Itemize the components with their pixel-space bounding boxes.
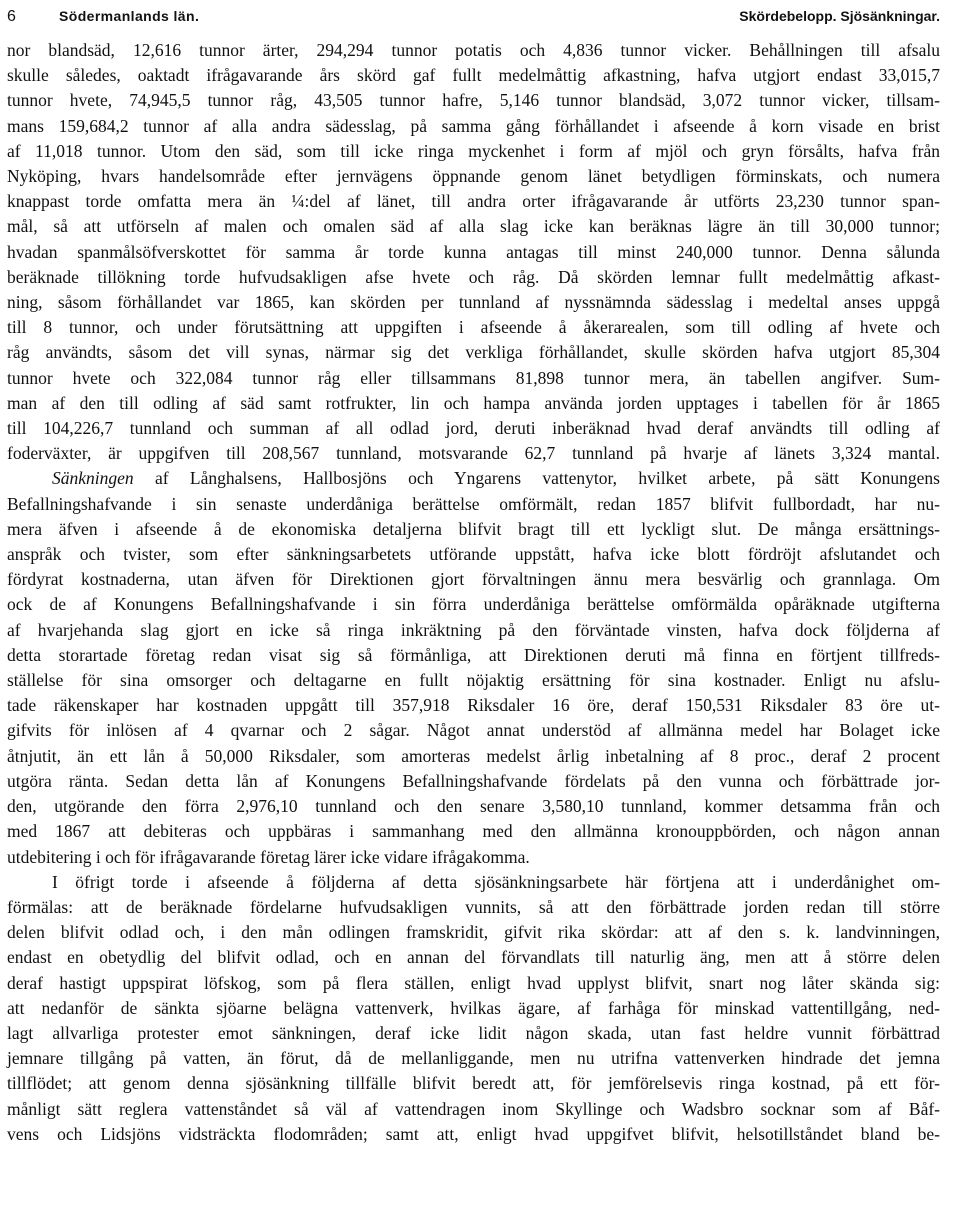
text-line: knappast torde omfatta mera än ¼:del af länet, till andra orter ifrågavarande år utförts 23,230 tunnor span- bbox=[7, 191, 940, 212]
text-line: gifvits för inlösen af 4 qvarnar och 2 sågar. Något annat understöd af allmänna medel har Bolaget icke bbox=[7, 720, 940, 741]
text-line-paragraph-start: Sänkningen af Långhalsens, Hallbosjöns och Yngarens vattenytor, hvilket arbete, på sätt Konungens bbox=[52, 468, 940, 489]
text-line: mera äfven i afseende å de ekonomiska detaljerna blifvit bragt till ett lyckligt slut. De många ersättnings- bbox=[7, 518, 940, 539]
text-line: ställelse för sina omsorger och deltagarne en fullt nöjaktig ersättning för sina kostnader. Enligt nu afslu- bbox=[7, 670, 940, 691]
text-line: förmälas: att de beräknade fördelarne hufvudsakligen vunnits, så att den förbättrade jorden redan till större bbox=[7, 896, 940, 917]
text-line: den, utgörande den förra 2,976,10 tunnland och den senare 3,580,10 tunnland, kommer detsamma från och bbox=[7, 796, 940, 817]
text-line: tillflödet; att genom denna sjösänkning tillfälle blifvit beredt att, för jemförelsevis ringa kostnad, på ett för- bbox=[7, 1073, 940, 1094]
text-line: anspråk och tvister, som efter sänkningsarbetets utförande uppstått, hafva icke blott fördröjt afslutandet och bbox=[7, 544, 940, 565]
text-line: lagt allvarliga protester emot sänkningen, deraf icke lidit någon skada, utan fast heldre vunnit förbättrad bbox=[7, 1022, 940, 1043]
text-line: nor blandsäd, 12,616 tunnor ärter, 294,294 tunnor potatis och 4,836 tunnor vicker. Behållningen till afsalu bbox=[7, 40, 940, 60]
section-heading: Skördebelopp. Sjösänkningar. bbox=[739, 8, 940, 24]
text-line: tade räkenskaper har kostnaden uppgått till 357,918 Riksdaler 16 öre, deraf 150,531 Riksdaler 83 öre ut- bbox=[7, 695, 940, 716]
text-line: månligt sätt reglera vattenståndet så väl af vattendragen inom Skyllinge och Wadsbro socknar som af Båf- bbox=[7, 1098, 940, 1119]
text-line: Befallningshafvande i sin senaste underdåniga berättelse omförmält, redan 1857 blifvit fullbordadt, har nu- bbox=[7, 493, 940, 514]
page-header bbox=[7, 2, 940, 32]
text-line: endast en obetydlig del blifvit odlad, och en annan del förvandlats till naturlig äng, men att å större delen bbox=[7, 947, 940, 968]
text-line: till 104,226,7 tunnland och summan af all odlad jord, deruti inberäknad hvad deraf användts till odling af bbox=[7, 418, 940, 439]
body-text bbox=[7, 38, 940, 1147]
text-line: Nyköping, hvars handelsområde efter jernvägens öppnande genom länet betydligen förminskats, och numera bbox=[7, 166, 940, 187]
text-line-paragraph-end: utdebitering i och för ifrågavarande företag lärer icke vidare ifrågakomma. bbox=[7, 846, 530, 867]
running-title: Södermanlands län. bbox=[59, 8, 200, 24]
text-line: att nedanför de sänkta sjöarne belägna vattenverk, hvilkas ägare, af farhåga för minskad vattentillgång, ned- bbox=[7, 997, 940, 1018]
text-line: mans 159,684,2 tunnor af alla andra sädesslag, på samma gång förhållandet i afseende å korn visade en brist bbox=[7, 115, 940, 136]
text-line: af hvarjehanda slag gjort en icke så ringa inkräktning på den förväntade vinsten, hafva dock följderna af bbox=[7, 619, 940, 640]
text-line: hvadan spanmålsöfverskottet för samma år torde kunna antagas till minst 240,000 tunnor. Denna sålunda bbox=[7, 241, 940, 262]
page-number: 6 bbox=[7, 8, 16, 25]
text-line: ning, såsom förhållandet var 1865, kan skörden per tunnland af nyssnämnda sädesslag i medeltal anses uppgå bbox=[7, 292, 940, 313]
text-line: tunnor hvete och 322,084 tunnor råg eller tillsammans 81,898 tunnor mera, än tabellen angifver. Sum- bbox=[7, 367, 940, 388]
text-line: beräknade tillökning torde hufvudsakligen afse hvete och råg. Då skörden lemnar fullt medelmåttig afkast- bbox=[7, 266, 940, 287]
text-line: fördyrat kostnaderna, utan äfven för Direktionen gjort förvaltningen ännu mera besvärlig och grannlaga. Om bbox=[7, 569, 940, 590]
text-line: skulle således, oaktadt ifrågavarande års skörd gaf fullt medelmåttig afkastning, hafva utgjort endast 33,015,7 bbox=[7, 65, 940, 86]
text-line: man af den till odling af säd samt rotfrukter, lin och hampa använda jorden upptages i tabellen för år 1865 bbox=[7, 392, 940, 413]
text-line: jemnare tillgång på vatten, än förut, då de mellanliggande, men nu utrifna vattenverken hindrade det jemna bbox=[7, 1048, 940, 1069]
text-line-paragraph-start: I öfrigt torde i afseende å följderna af detta sjösänkningsarbete här förtjena att i underdånighet om- bbox=[52, 871, 940, 892]
text-line: råg användts, såsom det vill synas, närmar sig det verkliga förhållandet, skulle skörden hafva utgjort 85,304 bbox=[7, 342, 940, 363]
text-line: åtnjutit, än ett lån å 50,000 Riksdaler, som amorteras medelst årlig inbetalning af 8 proc., deraf 2 procent bbox=[7, 745, 940, 766]
text-line: vens och Lidsjöns vidsträckta flodområden; samt att, enligt hvad uppgifvet blifvit, helsotillståndet bland be- bbox=[7, 1123, 940, 1144]
text-line: ock de af Konungens Befallningshafvande i sin förra underdåniga berättelse omförmälda opåräknade utgifterna bbox=[7, 594, 940, 615]
text-line: till 8 tunnor, och under förutsättning att uppgiften i afseende å åkerarealen, som till odling af hvete och bbox=[7, 317, 940, 338]
text-line: utgöra ränta. Sedan detta lån af Konungens Befallningshafvande fördelats på den vunna och förbättrade jor- bbox=[7, 770, 940, 791]
text-line: tunnor hvete, 74,945,5 tunnor råg, 43,505 tunnor hafre, 5,146 tunnor blandsäd, 3,072 tunnor vicker, tillsam- bbox=[7, 90, 940, 111]
text-line: foderväxter, är uppgifven till 208,567 tunnland, motsvarande 62,7 tunnland på hvarje af länets 3,324 mantal. bbox=[7, 443, 940, 464]
text-line: delen blifvit odlad och, i den mån odlingen framskridit, gifvit rika skördar: att af den s. k. landvinningen, bbox=[7, 922, 940, 943]
text-line: med 1867 att debiteras och uppbäras i sammanhang med den allmänna kronouppbörden, och någon annan bbox=[7, 821, 940, 842]
text-line: mål, så att utförseln af malen och omalen säd af alla slag icke kan beräknas lägre än till 30,000 tunnor; bbox=[7, 216, 940, 237]
italic-emphasis: Sänkningen bbox=[52, 468, 134, 489]
text-line: deraf hastigt uppspirat löfskog, som på flera ställen, enligt hvad upplyst blifvit, snart nog låter skända sig: bbox=[7, 972, 940, 993]
text-line: detta storartade företag redan visat sig så förmånliga, att Direktionen deruti må finna en förtjent tillfreds- bbox=[7, 644, 940, 665]
text-line: af 11,018 tunnor. Utom den säd, som till icke ringa myckenhet i form af mjöl och gryn försålts, hafva från bbox=[7, 140, 940, 161]
